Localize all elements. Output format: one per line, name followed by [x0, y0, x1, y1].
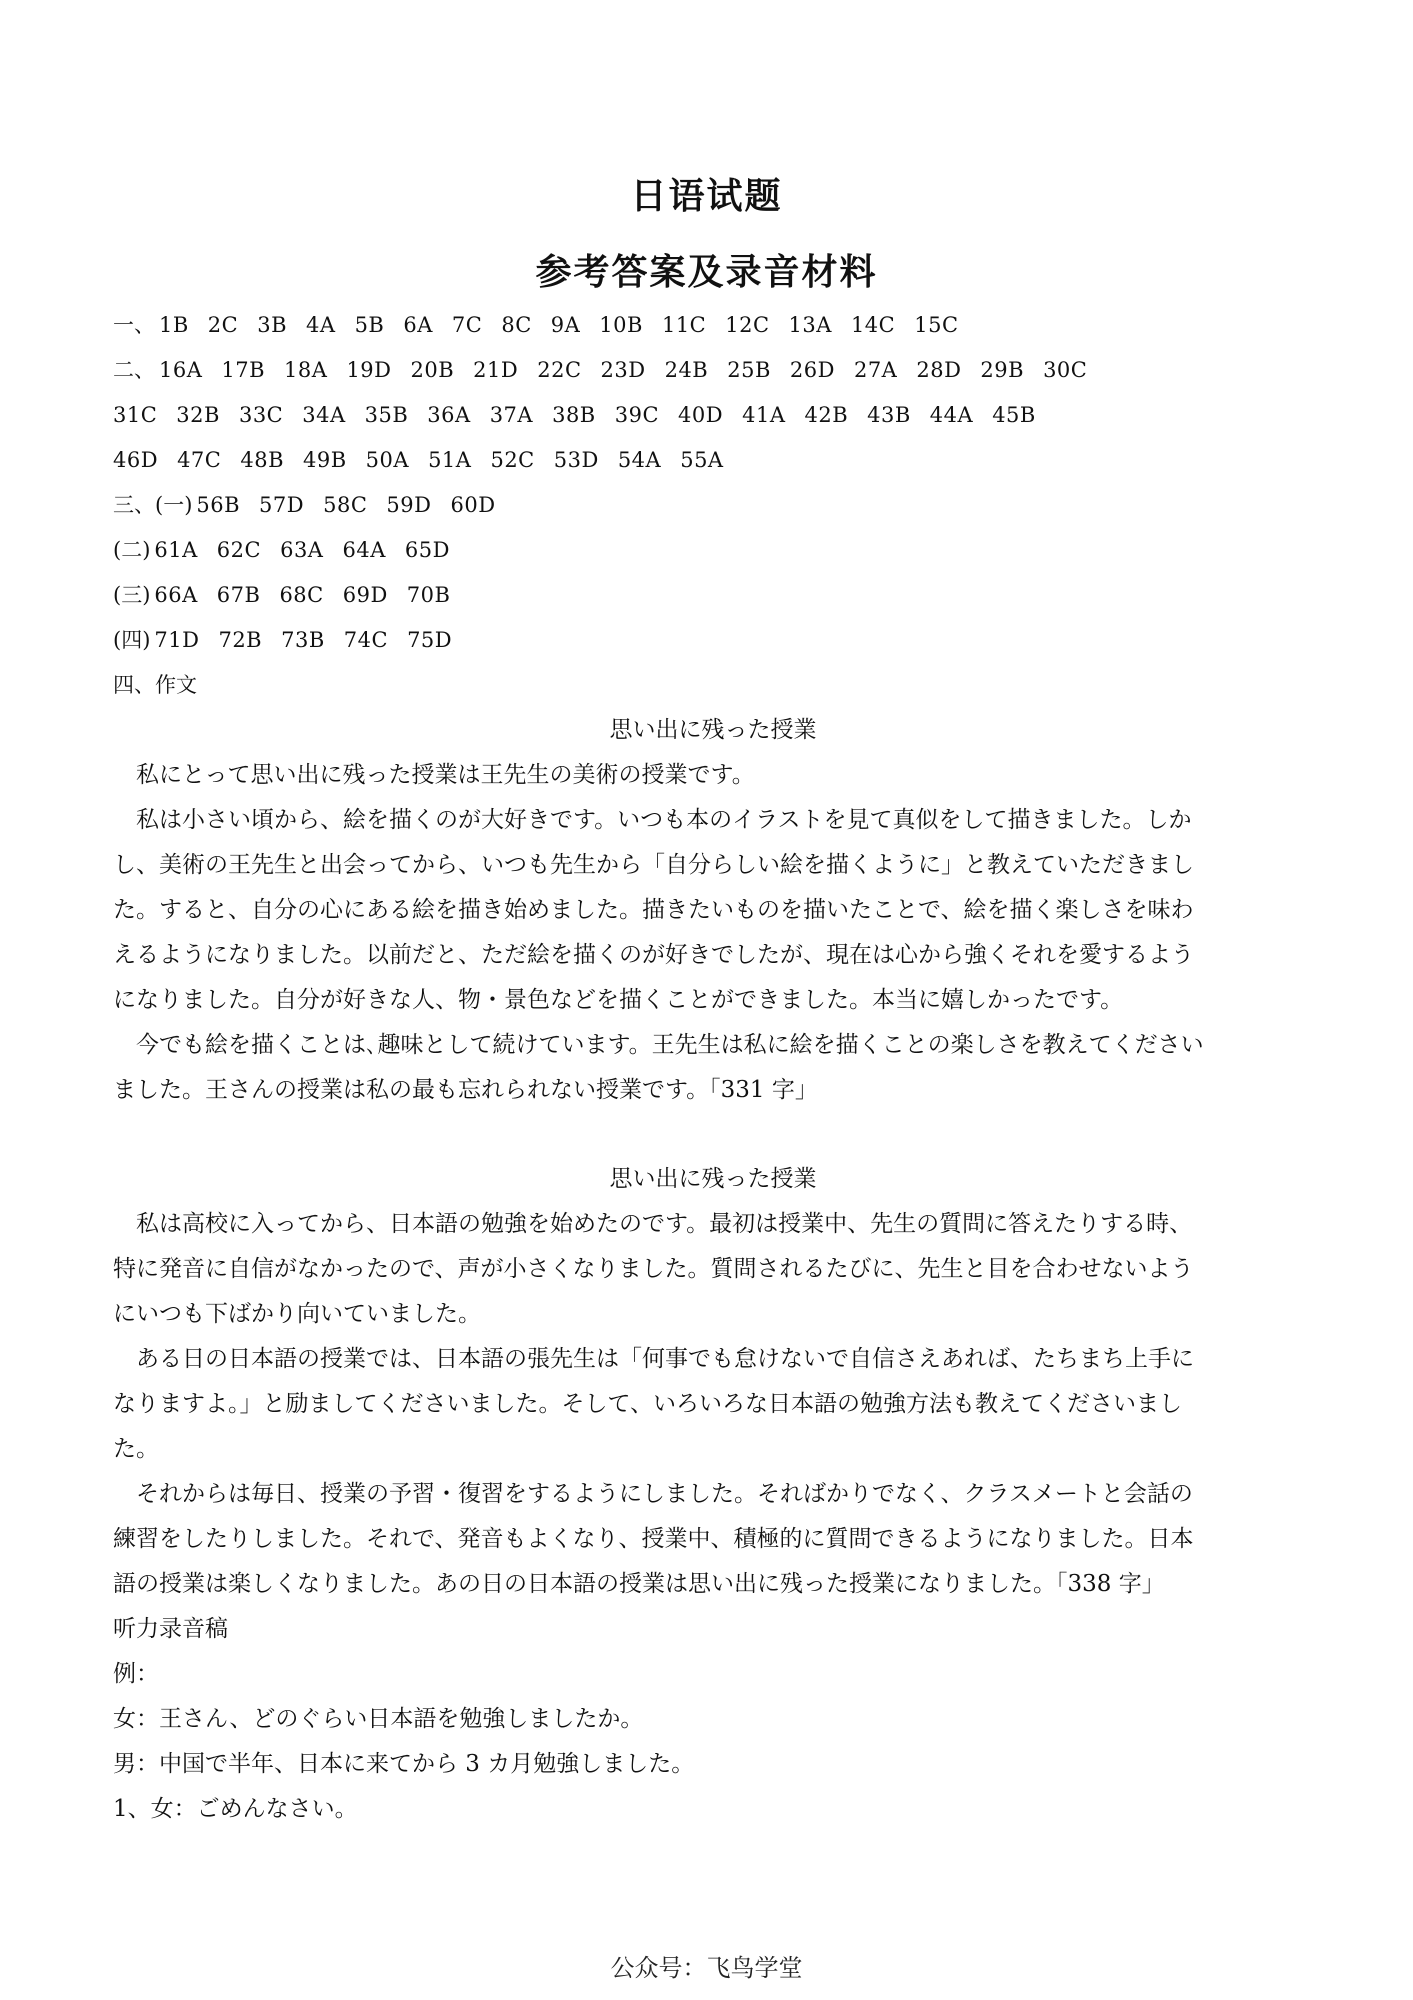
answer-item: 1B [159, 313, 189, 337]
essay-line: ました。王さんの授業は私の最も忘れられない授業です。｢331 字｣ [113, 1077, 807, 1103]
answer-item: 57D [259, 493, 305, 517]
answer-item: 11C [661, 313, 707, 337]
answer-item: 52C [490, 448, 535, 472]
essay-line: た。すると、自分の心にある絵を描き始めました。描きたいものを描いたことで、絵を描く楽しさを味わ [113, 897, 1194, 923]
answer-item: 14C [850, 313, 896, 337]
answer-section-prefix: (二) [113, 538, 151, 562]
answer-item: 29B [980, 358, 1025, 382]
essay-line: 私は小さい頃から、絵を描くのが大好きです。いつも本のイラストを見て真似をして描きました。しか [136, 807, 1192, 833]
answer-item: 12C [725, 313, 770, 337]
answer-item: 55A [680, 448, 724, 472]
answer-item: 70B [406, 583, 451, 607]
essay-line: 今でも絵を描くことは､趣味として続けています。王先生は私に絵を描くことの楽しさを教えてください [136, 1032, 1204, 1058]
essay-line: にいつも下ばかり向いていました。 [113, 1301, 481, 1327]
page-title: 日语试题 [630, 176, 783, 217]
answer-item: 13A [788, 313, 832, 337]
answer-item: 64A [342, 538, 386, 562]
essay-line: 私は高校に入ってから、日本語の勉強を始めたのです。最初は授業中、先生の質問に答えたりする時、 [136, 1211, 1193, 1237]
answer-item: 34A [302, 403, 346, 427]
answer-item: 31C [113, 403, 158, 427]
answer-row [113, 438, 1313, 483]
essay-line: えるようになりました。以前だと、ただ絵を描くのが好きでしたが、現在は心から強くそれを愛するよう [113, 942, 1194, 968]
answer-item: 40D [678, 403, 724, 427]
answer-item: 69D [342, 583, 388, 607]
answer-item: 73B [281, 628, 325, 652]
answer-item: 32B [176, 403, 220, 427]
answer-row [113, 393, 1313, 438]
essay-line: 特に発音に自信がなかったので、声が小さくなりました。質問されるたびに、先生と目を合わせないよう [113, 1256, 1194, 1282]
essay-2 [113, 1157, 1313, 1607]
answer-item: 56B [196, 493, 241, 517]
answer-item: 36A [427, 403, 471, 427]
answer-section-prefix: (三) [113, 583, 151, 607]
answer-item: 23D [600, 358, 646, 382]
answer-item: 10B [599, 313, 643, 337]
essay-1 [113, 708, 1313, 1113]
answer-item: 20B [410, 358, 455, 382]
answer-item: 28D [916, 358, 962, 382]
answer-item: 15C [914, 313, 959, 337]
answer-item: 66A [154, 583, 198, 607]
answer-item: 4A [306, 313, 336, 337]
dialogue-line: 女：王さん、どのぐらい日本語を勉強しましたか。 [113, 1706, 644, 1732]
answer-item: 71D [154, 628, 200, 652]
answer-item: 38B [552, 403, 596, 427]
answer-item: 53D [553, 448, 599, 472]
essay-line: し、美術の王先生と出会ってから、いつも先生から「自分らしい絵を描くように」と教えていただきまし [113, 852, 1194, 878]
answer-item: 61A [154, 538, 198, 562]
answer-item: 24B [664, 358, 709, 382]
answer-item: 58C [323, 493, 368, 517]
answer-item: 16A [159, 358, 203, 382]
answer-item: 74C [343, 628, 389, 652]
example-label: 例： [113, 1661, 159, 1687]
answer-item: 46D [113, 448, 159, 472]
answer-item: 68C [279, 583, 324, 607]
essay-title: 思い出に残った授業 [609, 717, 817, 743]
answer-item: 3B [257, 313, 288, 337]
answer-item: 48B [240, 448, 285, 472]
answer-item: 17B [221, 358, 266, 382]
answer-row [113, 483, 1313, 528]
essay-line: 私にとって思い出に残った授業は王先生の美術の授業です。 [136, 762, 755, 788]
answer-item: 6A [403, 313, 433, 337]
answer-row [113, 348, 1313, 393]
answer-item: 45B [992, 403, 1036, 427]
answer-section-prefix: 三、(一) [113, 493, 193, 517]
essay-line: になりました。自分が好きな人、物・景色などを描くことができました。本当に嬉しかったです。 [113, 987, 1124, 1013]
answer-item: 19D [346, 358, 392, 382]
answer-item: 5B [354, 313, 385, 337]
essay-line: なりますよ。」と励ましてくださいました。そして、いろいろな日本語の勉強方法も教えてくださいまし [113, 1391, 1183, 1417]
essay-line: 練習をしたりしました。それで、発音もよくなり、授業中、積極的に質問できるようになりました。日本 [113, 1526, 1194, 1552]
answer-row [113, 573, 1313, 618]
answer-item: 2C [207, 313, 239, 337]
listening-heading: 听力录音稿 [113, 1616, 228, 1642]
answer-item: 22C [537, 358, 582, 382]
answer-section-prefix: 二、 [113, 358, 155, 382]
answer-row [113, 303, 1313, 348]
answer-item: 41A [742, 403, 786, 427]
answer-item: 35B [364, 403, 409, 427]
answer-item: 33C [238, 403, 284, 427]
answer-item: 75D [407, 628, 453, 652]
answer-item: 39C [614, 403, 660, 427]
essay-line: それからは毎日、授業の予習・復習をするようにしました。そればかりでなく、クラスメートと会話の [136, 1481, 1193, 1507]
answer-item: 30C [1043, 358, 1088, 382]
page-subtitle: 参考答案及录音材料 [535, 252, 878, 293]
answer-section-prefix: (四) [113, 628, 151, 652]
answer-item: 7C [451, 313, 483, 337]
answer-item: 60D [450, 493, 496, 517]
answer-item: 49B [303, 448, 347, 472]
footer-watermark: 公众号：飞鸟学堂 [610, 1954, 803, 1982]
answer-item: 59D [386, 493, 432, 517]
answer-item: 67B [216, 583, 261, 607]
answer-item: 50A [365, 448, 410, 472]
answer-row [113, 528, 1313, 573]
answer-item: 62C [216, 538, 262, 562]
answer-item: 27A [853, 358, 898, 382]
answer-item: 21D [473, 358, 519, 382]
answer-item: 65D [404, 538, 450, 562]
answer-item: 8C [501, 313, 532, 337]
answer-item: 51A [428, 448, 472, 472]
essay-line: た。 [113, 1436, 159, 1462]
answer-item: 44A [929, 403, 974, 427]
answer-item: 37A [489, 403, 534, 427]
answer-key [113, 303, 1313, 708]
essay-line: 語の授業は楽しくなりました。あの日の日本語の授業は思い出に残った授業になりました。｢338 字｣ [113, 1571, 1154, 1597]
essay-title: 思い出に残った授業 [609, 1166, 817, 1192]
answer-row [113, 618, 1313, 663]
answer-item: 63A [280, 538, 324, 562]
dialogue-line: 1、女：ごめんなさい。 [113, 1796, 358, 1822]
listening-script [113, 1607, 1313, 1832]
answer-item: 72B [218, 628, 263, 652]
dialogue-line: 男：中国で半年、日本に来てから 3 カ月勉強しました。 [113, 1751, 695, 1777]
answer-item: 43B [867, 403, 911, 427]
answer-section-prefix: 一、 [113, 313, 155, 337]
answer-item: 9A [550, 313, 581, 337]
essay-line: ある日の日本語の授業では、日本語の張先生は「何事でも怠けないで自信さえあれば、たちまち上手に [136, 1346, 1194, 1372]
answer-item: 42B [804, 403, 849, 427]
answer-item: 18A [284, 358, 328, 382]
section-heading: 四、作文 [113, 673, 197, 697]
answer-item: 47C [177, 448, 222, 472]
answer-item: 54A [617, 448, 662, 472]
answer-item: 25B [727, 358, 771, 382]
answer-item: 26D [789, 358, 835, 382]
